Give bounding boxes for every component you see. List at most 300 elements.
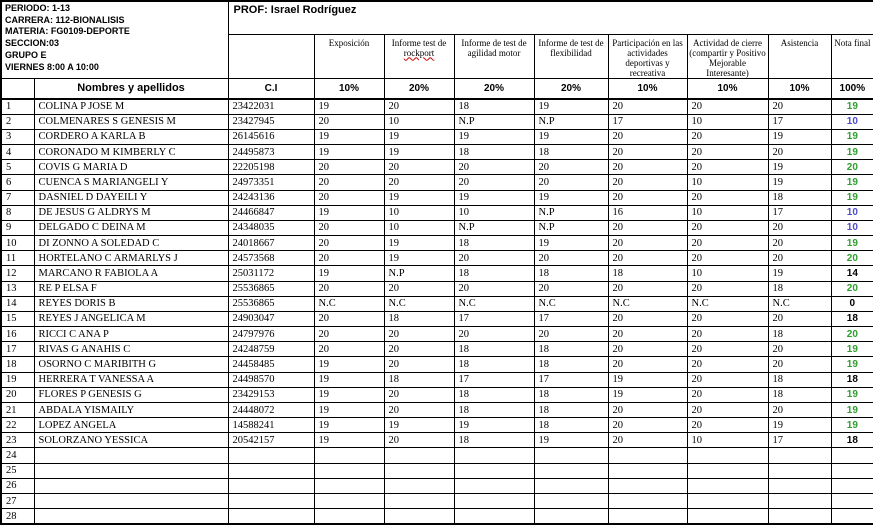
final-grade-cell bbox=[831, 448, 873, 463]
grade-cell: 20 bbox=[314, 114, 384, 129]
student-row bbox=[1, 129, 873, 144]
ci-cell: 24573568 bbox=[228, 251, 314, 266]
row-number-cell: 1 bbox=[1, 99, 34, 114]
grade-cell: 20 bbox=[768, 311, 831, 326]
grade-cell: 20 bbox=[608, 99, 687, 114]
grade-cell bbox=[534, 493, 608, 508]
grade-cell: 20 bbox=[687, 145, 768, 160]
grade-cell: 20 bbox=[314, 327, 384, 342]
row-number-cell: 20 bbox=[1, 387, 34, 402]
grade-cell bbox=[534, 478, 608, 493]
grade-cell bbox=[384, 478, 454, 493]
ci-cell: 24243136 bbox=[228, 190, 314, 205]
grade-cell: 19 bbox=[534, 129, 608, 144]
row-number-cell: 7 bbox=[1, 190, 34, 205]
grade-cell: N.C bbox=[687, 296, 768, 311]
names-column-header: Nombres y apellidos bbox=[34, 78, 228, 99]
grade-cell: 18 bbox=[768, 281, 831, 296]
row-number-cell: 13 bbox=[1, 281, 34, 296]
grade-cell bbox=[768, 493, 831, 508]
column-header-flexibilidad: Informe de test de flexibilidad bbox=[534, 34, 608, 78]
student-row bbox=[1, 145, 873, 160]
ci-cell: 22205198 bbox=[228, 160, 314, 175]
student-row bbox=[1, 387, 873, 402]
grade-cell bbox=[768, 463, 831, 478]
grade-cell bbox=[454, 463, 534, 478]
final-grade-cell: 19 bbox=[831, 418, 873, 433]
header-row-weights bbox=[1, 78, 873, 99]
grade-cell bbox=[384, 509, 454, 524]
row-number-cell: 12 bbox=[1, 266, 34, 281]
grade-cell: 19 bbox=[454, 190, 534, 205]
grade-cell: 19 bbox=[454, 418, 534, 433]
grade-cell: 20 bbox=[768, 402, 831, 417]
grade-cell: 19 bbox=[534, 190, 608, 205]
student-row bbox=[1, 220, 873, 235]
grade-cell: 20 bbox=[534, 327, 608, 342]
grade-cell: 20 bbox=[314, 281, 384, 296]
course-horario: VIERNES 8:00 A 10:00 bbox=[5, 61, 99, 72]
grade-cell: 19 bbox=[608, 387, 687, 402]
grade-cell: N.P bbox=[534, 205, 608, 220]
grade-cell: 20 bbox=[768, 220, 831, 235]
grade-cell: 19 bbox=[608, 372, 687, 387]
final-grade-cell: 19 bbox=[831, 387, 873, 402]
ci-cell: 24973351 bbox=[228, 175, 314, 190]
grade-cell bbox=[314, 509, 384, 524]
grade-cell: 18 bbox=[454, 99, 534, 114]
grade-cell: 17 bbox=[534, 311, 608, 326]
ci-cell: 25536865 bbox=[228, 281, 314, 296]
column-header-rockport bbox=[384, 34, 454, 78]
student-row bbox=[1, 160, 873, 175]
column-header-asistencia: Asistencia bbox=[768, 34, 831, 78]
grade-cell: 20 bbox=[384, 387, 454, 402]
student-name-cell: CUENCA S MARIANGELI Y bbox=[34, 175, 228, 190]
grade-cell: 19 bbox=[314, 266, 384, 281]
grade-cell: 19 bbox=[314, 418, 384, 433]
student-name-cell: HORTELANO C ARMARLYS J bbox=[34, 251, 228, 266]
grade-cell: 20 bbox=[314, 311, 384, 326]
grade-cell bbox=[454, 448, 534, 463]
student-name-cell: LOPEZ ANGELA bbox=[34, 418, 228, 433]
student-row bbox=[1, 327, 873, 342]
row-number-cell: 26 bbox=[1, 478, 34, 493]
grade-cell: N.P bbox=[454, 220, 534, 235]
ci-cell: 24348035 bbox=[228, 220, 314, 235]
grade-cell: 20 bbox=[687, 160, 768, 175]
course-info-block bbox=[1, 1, 228, 78]
empty-row bbox=[1, 478, 873, 493]
grade-cell bbox=[687, 478, 768, 493]
grade-cell bbox=[687, 509, 768, 524]
misspelled-word-rockport: rockport bbox=[403, 47, 435, 58]
ci-cell: 24458485 bbox=[228, 357, 314, 372]
grade-cell: 18 bbox=[534, 402, 608, 417]
grade-cell: 19 bbox=[768, 129, 831, 144]
grade-cell: 20 bbox=[454, 251, 534, 266]
student-row bbox=[1, 342, 873, 357]
grade-cell: 20 bbox=[687, 220, 768, 235]
grade-cell bbox=[384, 463, 454, 478]
grade-cell: 19 bbox=[314, 387, 384, 402]
row-number-cell: 16 bbox=[1, 327, 34, 342]
ci-cell: 24448072 bbox=[228, 402, 314, 417]
grade-cell: 20 bbox=[768, 236, 831, 251]
row-number-cell: 25 bbox=[1, 463, 34, 478]
final-grade-cell bbox=[831, 478, 873, 493]
student-row bbox=[1, 266, 873, 281]
ci-cell: 24903047 bbox=[228, 311, 314, 326]
grade-cell: 19 bbox=[534, 99, 608, 114]
student-row bbox=[1, 311, 873, 326]
row-number-cell: 2 bbox=[1, 114, 34, 129]
grade-cell: 18 bbox=[454, 266, 534, 281]
grade-cell: 20 bbox=[687, 236, 768, 251]
student-name-cell: REYES J ANGELICA M bbox=[34, 311, 228, 326]
final-grade-cell: 19 bbox=[831, 99, 873, 114]
ci-cell bbox=[228, 448, 314, 463]
grade-cell: 20 bbox=[608, 190, 687, 205]
grade-cell: 18 bbox=[534, 145, 608, 160]
row-number-cell: 15 bbox=[1, 311, 34, 326]
grade-cell bbox=[608, 448, 687, 463]
header-row-top bbox=[1, 1, 873, 34]
grade-cell bbox=[454, 509, 534, 524]
row-number-cell: 3 bbox=[1, 129, 34, 144]
grade-cell bbox=[454, 493, 534, 508]
grade-cell: 20 bbox=[384, 342, 454, 357]
student-row bbox=[1, 251, 873, 266]
grade-cell: 20 bbox=[687, 129, 768, 144]
grade-cell: 17 bbox=[454, 311, 534, 326]
grade-cell: 18 bbox=[534, 357, 608, 372]
row-number-cell: 24 bbox=[1, 448, 34, 463]
grade-cell: N.P bbox=[384, 266, 454, 281]
grade-cell: 10 bbox=[687, 266, 768, 281]
grade-cell: 20 bbox=[768, 145, 831, 160]
grade-cell: 18 bbox=[768, 387, 831, 402]
grade-cell: 20 bbox=[608, 433, 687, 448]
final-grade-cell: 19 bbox=[831, 190, 873, 205]
grade-cell: 20 bbox=[768, 357, 831, 372]
grade-cell: 20 bbox=[384, 160, 454, 175]
empty-cell bbox=[228, 34, 314, 78]
final-grade-cell: 19 bbox=[831, 129, 873, 144]
ci-cell: 20542157 bbox=[228, 433, 314, 448]
ci-cell bbox=[228, 463, 314, 478]
grade-cell: 18 bbox=[534, 387, 608, 402]
final-grade-cell: 19 bbox=[831, 342, 873, 357]
final-grade-cell: 20 bbox=[831, 160, 873, 175]
grade-cell bbox=[608, 509, 687, 524]
grade-cell: 19 bbox=[314, 145, 384, 160]
row-number-cell: 10 bbox=[1, 236, 34, 251]
grade-cell: 19 bbox=[384, 129, 454, 144]
grade-cell bbox=[384, 448, 454, 463]
empty-row bbox=[1, 463, 873, 478]
student-row bbox=[1, 402, 873, 417]
empty-row bbox=[1, 448, 873, 463]
student-row bbox=[1, 296, 873, 311]
grade-cell: 20 bbox=[534, 281, 608, 296]
grade-cell: 10 bbox=[687, 175, 768, 190]
row-number-cell: 28 bbox=[1, 509, 34, 524]
student-name-cell: FLORES P GENESIS G bbox=[34, 387, 228, 402]
weight-agilidad: 20% bbox=[454, 78, 534, 99]
grade-cell: N.P bbox=[534, 114, 608, 129]
final-grade-cell: 10 bbox=[831, 220, 873, 235]
grade-cell: 20 bbox=[608, 418, 687, 433]
grade-cell bbox=[768, 478, 831, 493]
empty-row bbox=[1, 509, 873, 524]
grade-cell: 19 bbox=[384, 145, 454, 160]
grade-cell bbox=[534, 509, 608, 524]
final-grade-cell: 10 bbox=[831, 114, 873, 129]
student-name-cell: COLMENARES S GENESIS M bbox=[34, 114, 228, 129]
student-row bbox=[1, 205, 873, 220]
final-grade-cell: 19 bbox=[831, 236, 873, 251]
student-name-cell: OSORNO C MARIBITH G bbox=[34, 357, 228, 372]
row-number-cell: 21 bbox=[1, 402, 34, 417]
ci-cell: 25031172 bbox=[228, 266, 314, 281]
course-materia: MATERIA: FG0109-DEPORTE bbox=[5, 26, 130, 37]
grade-cell: N.C bbox=[608, 296, 687, 311]
weight-exposicion: 10% bbox=[314, 78, 384, 99]
grade-cell: 20 bbox=[384, 175, 454, 190]
grade-cell: 18 bbox=[454, 342, 534, 357]
grade-cell bbox=[384, 493, 454, 508]
grade-cell: 19 bbox=[384, 236, 454, 251]
weight-flexibilidad: 20% bbox=[534, 78, 608, 99]
grade-cell: 20 bbox=[608, 251, 687, 266]
grade-cell: 20 bbox=[608, 281, 687, 296]
grade-cell: N.P bbox=[534, 220, 608, 235]
grade-cell: 17 bbox=[454, 372, 534, 387]
column-header-participacion: Participación en las actividades deportivas y recreativa bbox=[608, 34, 687, 78]
grade-cell: 17 bbox=[768, 205, 831, 220]
grade-cell: 20 bbox=[384, 99, 454, 114]
row-number-cell: 9 bbox=[1, 220, 34, 235]
grade-cell: 20 bbox=[687, 99, 768, 114]
grade-cell: 18 bbox=[384, 372, 454, 387]
grade-cell: 18 bbox=[534, 418, 608, 433]
grade-cell: 18 bbox=[454, 402, 534, 417]
grade-cell: 20 bbox=[768, 99, 831, 114]
final-grade-cell: 20 bbox=[831, 327, 873, 342]
student-name-cell: RE P ELSA F bbox=[34, 281, 228, 296]
final-grade-cell bbox=[831, 463, 873, 478]
grade-cell: 20 bbox=[687, 311, 768, 326]
student-row bbox=[1, 372, 873, 387]
grade-cell bbox=[534, 448, 608, 463]
grade-cell: 20 bbox=[314, 175, 384, 190]
student-name-cell bbox=[34, 509, 228, 524]
student-name-cell: SOLORZANO YESSICA bbox=[34, 433, 228, 448]
row-number-cell: 14 bbox=[1, 296, 34, 311]
grade-cell: 18 bbox=[454, 236, 534, 251]
grade-cell: 10 bbox=[687, 433, 768, 448]
grade-cell: 20 bbox=[454, 160, 534, 175]
grade-cell: 20 bbox=[454, 281, 534, 296]
weight-participacion: 10% bbox=[608, 78, 687, 99]
grade-cell: N.C bbox=[768, 296, 831, 311]
weight-actividad-cierre: 10% bbox=[687, 78, 768, 99]
grade-cell: 20 bbox=[608, 342, 687, 357]
student-row bbox=[1, 418, 873, 433]
row-number-cell: 5 bbox=[1, 160, 34, 175]
student-row bbox=[1, 433, 873, 448]
student-name-cell bbox=[34, 493, 228, 508]
student-row bbox=[1, 357, 873, 372]
grade-cell: 20 bbox=[608, 402, 687, 417]
grade-cell: 20 bbox=[687, 402, 768, 417]
grade-cell: 19 bbox=[768, 160, 831, 175]
ci-cell: 23429153 bbox=[228, 387, 314, 402]
grade-cell: 20 bbox=[314, 236, 384, 251]
weight-rockport: 20% bbox=[384, 78, 454, 99]
final-grade-cell: 19 bbox=[831, 357, 873, 372]
grade-cell bbox=[314, 448, 384, 463]
column-header-actividad-cierre: Actividad de cierre (compartir y Positivo Mejorable Interesante) bbox=[687, 34, 768, 78]
grade-cell: N.C bbox=[454, 296, 534, 311]
course-periodo: PERIODO: 1-13 bbox=[5, 3, 71, 13]
grade-cell: 20 bbox=[608, 160, 687, 175]
final-grade-cell: 18 bbox=[831, 311, 873, 326]
row-number-cell: 17 bbox=[1, 342, 34, 357]
final-grade-cell: 20 bbox=[831, 281, 873, 296]
grade-cell bbox=[314, 478, 384, 493]
grade-cell: 20 bbox=[454, 175, 534, 190]
grade-cell: 20 bbox=[608, 327, 687, 342]
grade-cell: 20 bbox=[314, 342, 384, 357]
professor-cell: PROF: Israel Rodríguez bbox=[228, 1, 873, 34]
grade-cell: 19 bbox=[768, 418, 831, 433]
grade-cell bbox=[534, 463, 608, 478]
final-grade-cell: 10 bbox=[831, 205, 873, 220]
grade-cell bbox=[454, 478, 534, 493]
grade-cell: 19 bbox=[384, 418, 454, 433]
grade-cell: 18 bbox=[384, 311, 454, 326]
ci-cell: 26145616 bbox=[228, 129, 314, 144]
grade-cell: 19 bbox=[534, 236, 608, 251]
row-number-cell: 11 bbox=[1, 251, 34, 266]
row-number-cell: 19 bbox=[1, 372, 34, 387]
ci-cell: 24466847 bbox=[228, 205, 314, 220]
grade-cell: 18 bbox=[534, 342, 608, 357]
grade-cell bbox=[608, 463, 687, 478]
grade-cell: 19 bbox=[314, 433, 384, 448]
final-grade-cell: 18 bbox=[831, 372, 873, 387]
student-name-cell: CORDERO A KARLA B bbox=[34, 129, 228, 144]
student-name-cell: COLINA P JOSE M bbox=[34, 99, 228, 114]
grade-cell: 18 bbox=[454, 387, 534, 402]
ci-column-header: C.I bbox=[228, 78, 314, 99]
student-name-cell bbox=[34, 478, 228, 493]
student-name-cell: COVIS G MARIA D bbox=[34, 160, 228, 175]
grade-cell: 18 bbox=[454, 357, 534, 372]
final-grade-cell: 19 bbox=[831, 175, 873, 190]
ci-cell: 24495873 bbox=[228, 145, 314, 160]
ci-cell bbox=[228, 478, 314, 493]
grade-cell: N.C bbox=[534, 296, 608, 311]
student-row bbox=[1, 190, 873, 205]
column-header-agilidad: Informe de test de agilidad motor bbox=[454, 34, 534, 78]
final-grade-cell: 0 bbox=[831, 296, 873, 311]
grade-cell: 20 bbox=[384, 327, 454, 342]
grade-cell: 20 bbox=[687, 251, 768, 266]
student-name-cell bbox=[34, 448, 228, 463]
grade-cell: 20 bbox=[608, 236, 687, 251]
grade-cell: 20 bbox=[314, 251, 384, 266]
grade-cell: 18 bbox=[768, 190, 831, 205]
grade-cell bbox=[687, 463, 768, 478]
grade-cell: 20 bbox=[608, 129, 687, 144]
student-name-cell: ABDALA YISMAILY bbox=[34, 402, 228, 417]
final-grade-cell: 14 bbox=[831, 266, 873, 281]
student-name-cell: MARCANO R FABIOLA A bbox=[34, 266, 228, 281]
column-header-nota-final: Nota final bbox=[831, 34, 873, 78]
grade-cell: 20 bbox=[534, 160, 608, 175]
ci-cell: 24797976 bbox=[228, 327, 314, 342]
grade-cell: 20 bbox=[608, 311, 687, 326]
empty-row bbox=[1, 493, 873, 508]
column-header-rockport-prefix: Informe test de bbox=[391, 37, 447, 48]
grade-cell bbox=[768, 509, 831, 524]
grade-cell: 20 bbox=[608, 175, 687, 190]
grade-cell: 10 bbox=[687, 205, 768, 220]
ci-cell: 24248759 bbox=[228, 342, 314, 357]
ci-cell bbox=[228, 509, 314, 524]
grade-cell: 20 bbox=[384, 357, 454, 372]
grade-cell bbox=[768, 448, 831, 463]
final-grade-cell bbox=[831, 493, 873, 508]
grade-cell: 10 bbox=[384, 114, 454, 129]
ci-cell: 23427945 bbox=[228, 114, 314, 129]
ci-cell: 23422031 bbox=[228, 99, 314, 114]
grade-cell bbox=[687, 493, 768, 508]
row-number-cell: 22 bbox=[1, 418, 34, 433]
student-name-cell: HERRERA T VANESSA A bbox=[34, 372, 228, 387]
grade-cell: 19 bbox=[314, 205, 384, 220]
grade-cell: 20 bbox=[687, 327, 768, 342]
student-name-cell bbox=[34, 463, 228, 478]
ci-cell: 14588241 bbox=[228, 418, 314, 433]
grade-cell: 18 bbox=[534, 266, 608, 281]
final-grade-cell: 19 bbox=[831, 145, 873, 160]
grade-cell: 19 bbox=[454, 129, 534, 144]
grade-cell: 19 bbox=[384, 190, 454, 205]
grade-cell: 18 bbox=[768, 327, 831, 342]
grade-cell: 20 bbox=[608, 357, 687, 372]
grade-cell: 19 bbox=[768, 266, 831, 281]
row-number-cell: 18 bbox=[1, 357, 34, 372]
course-grupo: GRUPO E bbox=[5, 49, 47, 60]
grade-cell: 18 bbox=[608, 266, 687, 281]
grade-cell: 20 bbox=[687, 357, 768, 372]
grade-cell: 19 bbox=[314, 402, 384, 417]
grade-cell: 17 bbox=[768, 433, 831, 448]
grade-cell: 10 bbox=[687, 114, 768, 129]
grade-cell bbox=[314, 493, 384, 508]
ci-cell: 24018667 bbox=[228, 236, 314, 251]
student-name-cell: RIVAS G ANAHIS C bbox=[34, 342, 228, 357]
student-name-cell: DE JESUS G ALDRYS M bbox=[34, 205, 228, 220]
grade-cell: 18 bbox=[454, 145, 534, 160]
grade-cell: 17 bbox=[608, 114, 687, 129]
grade-cell: 17 bbox=[768, 114, 831, 129]
row-number-cell: 6 bbox=[1, 175, 34, 190]
